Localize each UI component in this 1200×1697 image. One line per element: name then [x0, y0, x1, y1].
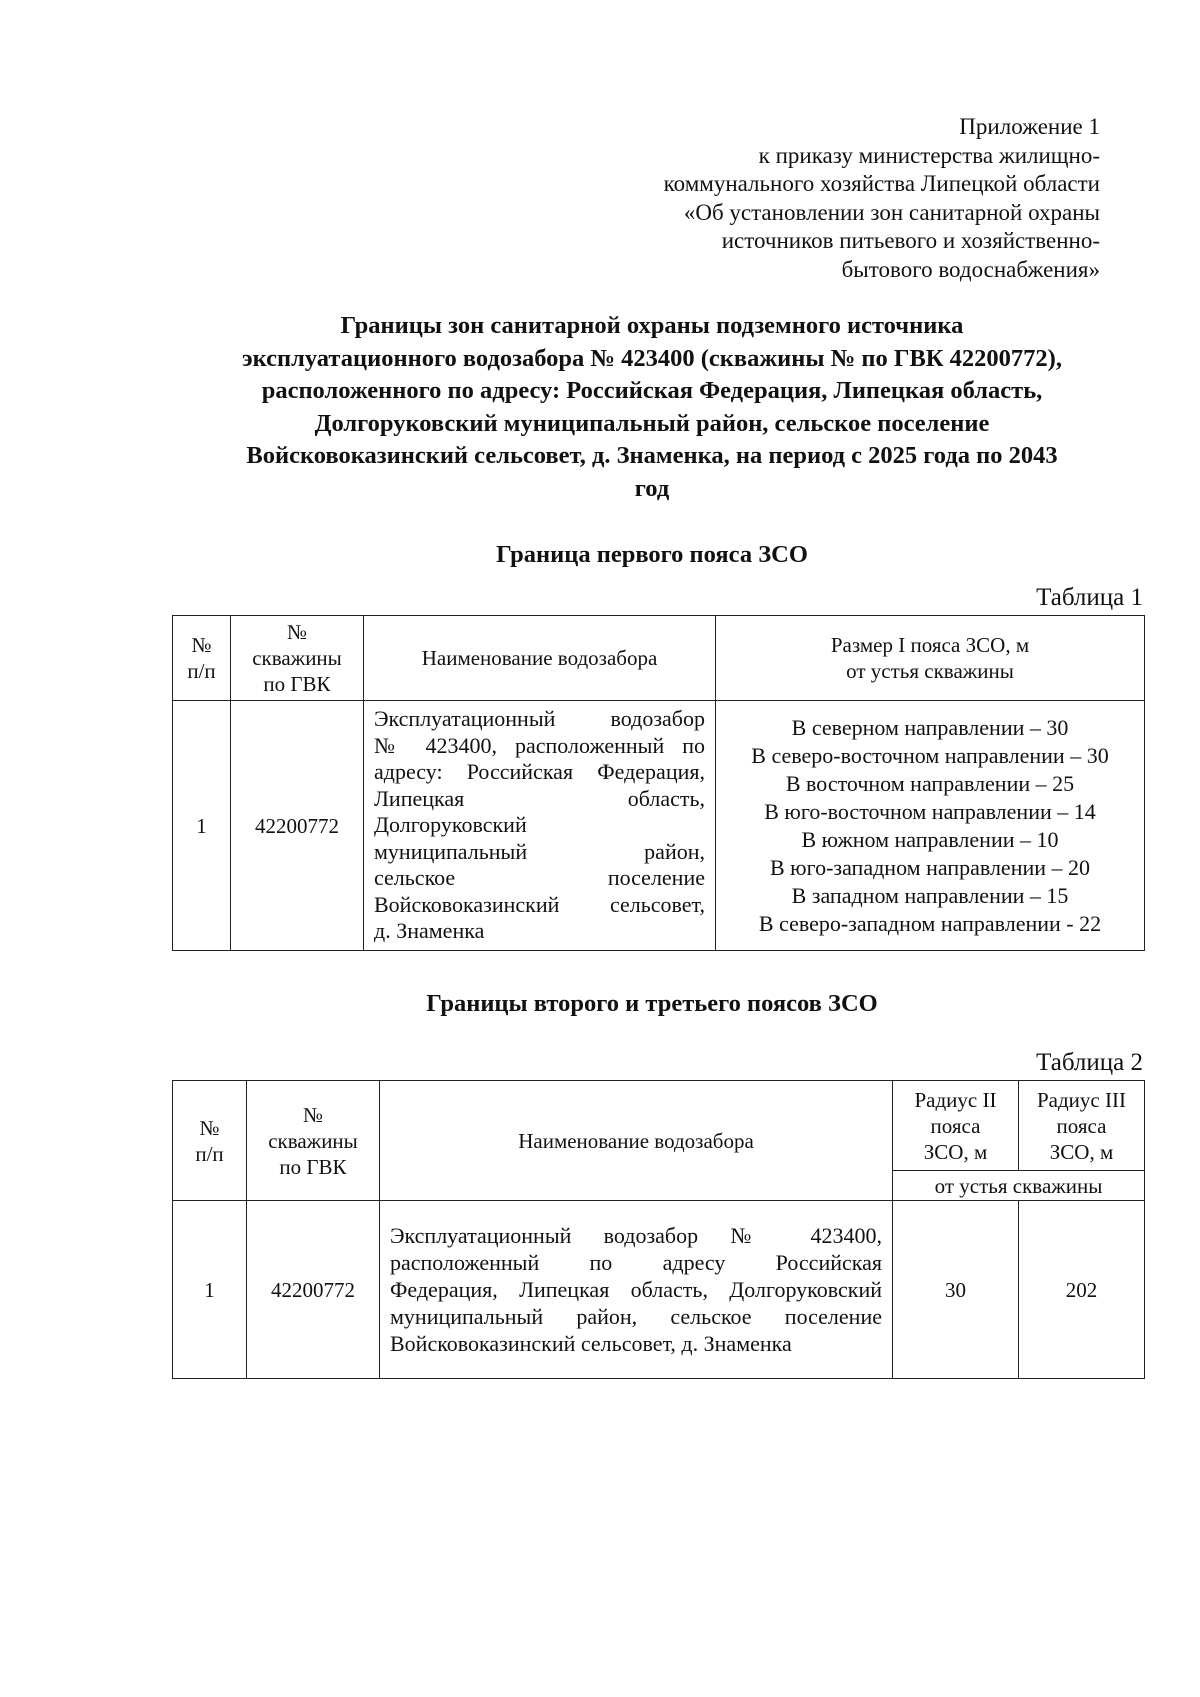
table2-label: Таблица 2	[1036, 1049, 1143, 1076]
direction-item: В восточном направлении – 25	[785, 770, 1075, 796]
appendix-line: к приказу министерства жилищно-	[758, 142, 1100, 168]
cell-name: Эксплуатационный водозабор № 423400, расположенный по адресу Российская Федерация, Липецкая область, Долгоруковский муниципальный район, сельское поселение Войсковоказинский сельсовет, д. Знаменка	[380, 1201, 893, 1379]
section1-heading: Граница первого пояса ЗСО	[496, 541, 808, 568]
cell-radius-3: 202	[1019, 1201, 1145, 1379]
cell-radius-2: 30	[893, 1201, 1019, 1379]
header-radius-2: Радиус II пояса ЗСО, м	[893, 1081, 1019, 1171]
header-num: № п/п	[173, 1081, 247, 1201]
header-well: № скважины по ГВК	[247, 1081, 380, 1201]
appendix-line: Приложение 1	[959, 114, 1100, 139]
direction-item: В юго-западном направлении – 20	[769, 854, 1091, 880]
appendix-line: источников питьевого и хозяйственно-	[721, 228, 1100, 253]
title-line: Долгоруковский муниципальный район, сельское поселение	[314, 409, 990, 437]
table1-label: Таблица 1	[1036, 584, 1143, 611]
title-line: расположенного по адресу: Российская Федерация, Липецкая область,	[261, 377, 1043, 404]
appendix-line: бытового водоснабжения»	[841, 256, 1100, 282]
appendix-block	[540, 113, 1100, 284]
direction-item: В западном направлении – 15	[791, 882, 1069, 908]
table-row	[173, 701, 1145, 951]
cell-well: 42200772	[247, 1201, 380, 1379]
table-row	[173, 1201, 1145, 1379]
direction-item: В северном направлении – 30	[791, 714, 1069, 740]
table1	[172, 615, 1145, 951]
appendix-line: «Об установлении зон санитарной охраны	[683, 199, 1100, 225]
title-line: год	[634, 474, 670, 502]
header-num: № п/п	[173, 616, 231, 701]
appendix-line: коммунального хозяйства Липецкой области	[663, 171, 1100, 196]
title-line: Границы зон санитарной охраны подземного источника	[340, 312, 964, 339]
cell-num: 1	[173, 1201, 247, 1379]
table1-header-row	[173, 616, 1145, 701]
title-line: Войсковоказинский сельсовет, д. Знаменка, на период с 2025 года по 2043	[246, 442, 1058, 469]
direction-item: В северо-восточном направлении – 30	[751, 742, 1109, 768]
header-from-wellhead: от устья скважины	[893, 1171, 1145, 1201]
direction-item: В юго-восточном направлении – 14	[764, 798, 1096, 824]
header-well: № скважины по ГВК	[231, 616, 364, 701]
cell-name: Эксплуатационный водозабор № 423400, расположенный по адресу: Российская Федерация, Липецкая область, Долгоруковский муниципальный район, сельское поселение Войсковоказинский сельсовет, д. Знаменка	[364, 701, 716, 951]
table2-header-row	[173, 1081, 1145, 1171]
cell-well: 42200772	[231, 701, 364, 951]
table2	[172, 1080, 1145, 1379]
cell-num: 1	[173, 701, 231, 951]
direction-item: В южном направлении – 10	[801, 826, 1059, 852]
section2-heading: Границы второго и третьего поясов ЗСО	[426, 990, 878, 1017]
title-line: эксплуатационного водозабора № 423400 (скважины № по ГВК 42200772),	[242, 344, 1062, 372]
direction-item: В северо-западном направлении - 22	[758, 910, 1102, 936]
document-title	[172, 310, 1132, 505]
cell-directions	[716, 701, 1145, 951]
header-radius-3: Радиус III пояса ЗСО, м	[1019, 1081, 1145, 1171]
header-name: Наименование водозабора	[380, 1081, 893, 1201]
header-name: Наименование водозабора	[364, 616, 716, 701]
header-size: Размер I пояса ЗСО, м от устья скважины	[716, 616, 1145, 701]
